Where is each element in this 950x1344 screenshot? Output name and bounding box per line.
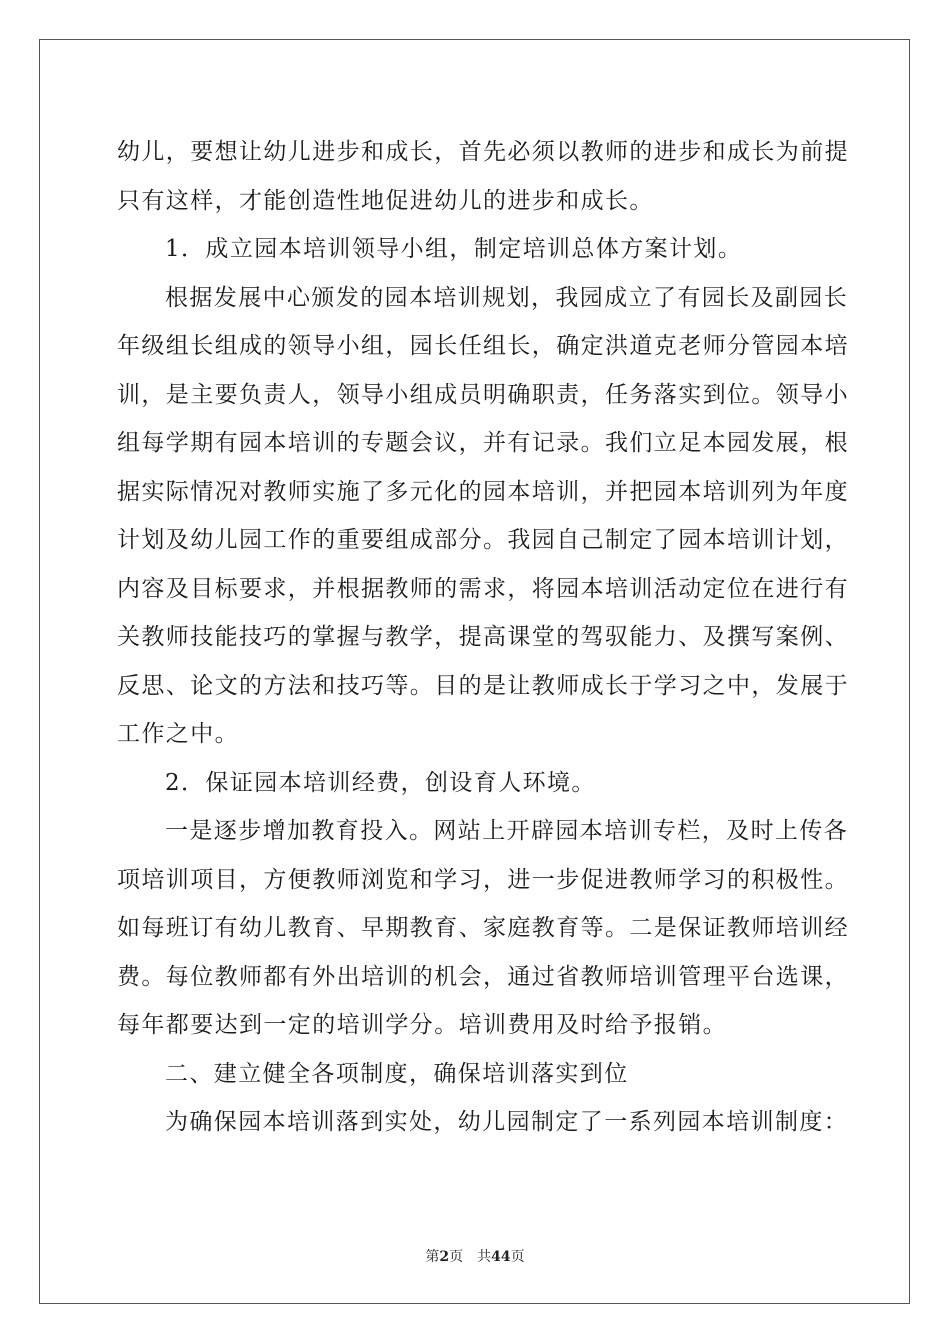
footer-page-prefix: 第 (425, 1249, 440, 1265)
text-line: 训，是主要负责人，领导小组成员明确职责，任务落实到位。领导小 (117, 381, 849, 408)
page-footer (0, 1246, 950, 1266)
text-line: 1．成立园本培训领导小组，制定培训总体方案计划。 (165, 236, 743, 262)
text-line: 工作之中。 (117, 721, 239, 747)
text-line: 2．保证园本培训经费，创设育人环境。 (165, 769, 596, 796)
text-line: 内容及目标要求，并根据教师的需求，将园本培训活动定位在进行有 (117, 575, 849, 602)
footer-total-pages: 44 (491, 1249, 511, 1265)
footer-total-suffix: 页 (510, 1249, 525, 1265)
footer-total-prefix: 共 (477, 1249, 492, 1265)
text-line: 根据发展中心颁发的园本培训规划，我园成立了有园长及副园长 (165, 284, 849, 311)
text-line: 每年都要达到一定的培训学分。培训费用及时给予报销。 (117, 1012, 727, 1038)
text-line: 组每学期有园本培训的专题会议，并有记录。我们立足本园发展，根 (117, 430, 849, 456)
document-body (117, 128, 849, 1147)
footer-page-number: 2 (439, 1249, 450, 1265)
text-line: 据实际情况对教师实施了多元化的园本培训，并把园本培训列为年度 (117, 478, 849, 505)
text-line: 一是逐步增加教育投入。网站上开辟园本培训专栏，及时上传各 (165, 818, 849, 844)
footer-page-suffix: 页 (449, 1249, 464, 1265)
text-line: 项培训项目，方便教师浏览和学习，进一步促进教师学习的积极性。 (117, 866, 849, 893)
text-line: 年级组长组成的领导小组，园长任组长，确定洪道克老师分管园本培 (117, 333, 849, 359)
text-line: 关教师技能技巧的掌握与教学，提高课堂的驾驭能力、及撰写案例、 (117, 624, 849, 650)
text-line: 计划及幼儿园工作的重要组成部分。我园自己制定了园本培训计划， (117, 527, 849, 553)
text-line: 为确保园本培训落到实处，幼儿园制定了一系列园本培训制度： (165, 1109, 849, 1135)
text-line: 二、建立健全各项制度，确保培训落实到位 (165, 1060, 629, 1087)
text-line: 费。每位教师都有外出培训的机会，通过省教师培训管理平台选课， (117, 963, 849, 990)
text-line: 只有这样，才能创造性地促进幼儿的进步和成长。 (117, 187, 654, 214)
text-line: 反思、论文的方法和技巧等。目的是让教师成长于学习之中，发展于 (117, 672, 849, 699)
text-line: 如每班订有幼儿教育、早期教育、家庭教育等。二是保证教师培训经 (117, 915, 849, 941)
text-line: 幼儿，要想让幼儿进步和成长，首先必须以教师的进步和成长为前提 (117, 139, 849, 165)
